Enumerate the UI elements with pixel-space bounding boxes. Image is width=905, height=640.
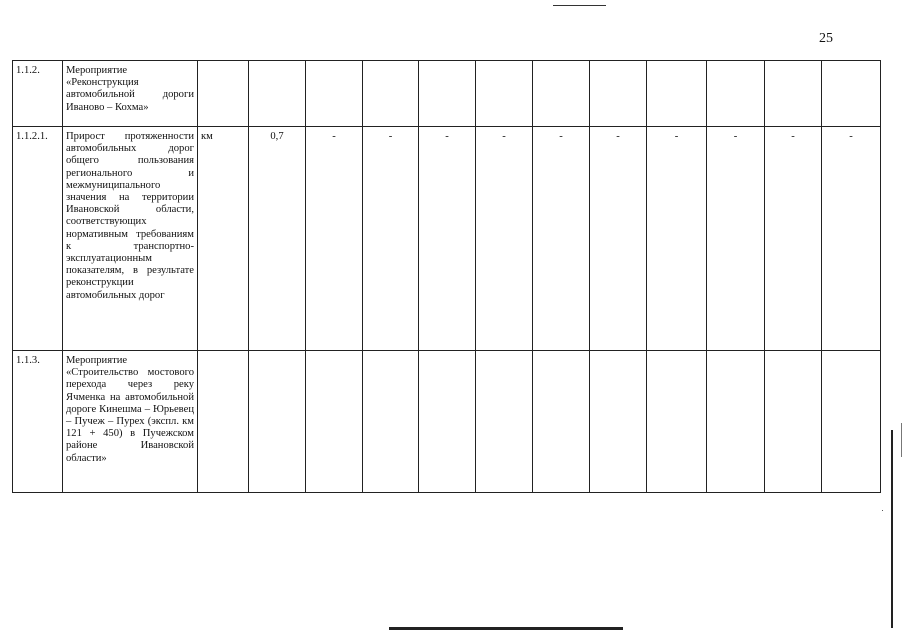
row-description: Мероприятие «Реконструкция автомобильной дороги Иваново – Кохма» <box>63 61 198 127</box>
table-row <box>13 61 881 127</box>
empty-cell <box>363 351 419 493</box>
value-cell <box>249 61 306 127</box>
unit-cell <box>198 61 249 127</box>
scan-speck <box>882 510 883 511</box>
empty-cell <box>476 61 533 127</box>
empty-cell <box>765 61 822 127</box>
row-description: Мероприятие «Строительство мостового перехода через реку Ячменка на автомобильной дороге Кинешма – Юрьевец – Пучеж – Пурех (экспл. км 121 + 450) в Пучежском районе Ивановской области» <box>63 351 198 493</box>
empty-cell <box>590 61 647 127</box>
dash-cell: - <box>306 127 363 351</box>
dash-cell: - <box>363 127 419 351</box>
row-description: Прирост протяженности автомобильных дорог общего пользования регионального и межмуниципального значения на территории Ивановской области, соответствующих нормативным требованиям к транспортно-эксплуатационным показателям, в результате реконструкции автомобильных дорог <box>63 127 198 351</box>
empty-cell <box>419 61 476 127</box>
document-table <box>12 60 881 493</box>
value-cell <box>249 351 306 493</box>
dash-cell: - <box>647 127 707 351</box>
page-number: 25 <box>819 31 833 46</box>
value-cell: 0,7 <box>249 127 306 351</box>
empty-cell <box>476 351 533 493</box>
empty-cell <box>707 351 765 493</box>
unit-cell <box>198 351 249 493</box>
table-row <box>13 351 881 493</box>
empty-cell <box>306 61 363 127</box>
scan-edge-line <box>891 430 893 628</box>
row-number: 1.1.3. <box>13 351 63 493</box>
dash-cell: - <box>765 127 822 351</box>
dash-cell: - <box>533 127 590 351</box>
empty-cell <box>363 61 419 127</box>
row-number: 1.1.2.1. <box>13 127 63 351</box>
dash-cell: - <box>419 127 476 351</box>
row-number: 1.1.2. <box>13 61 63 127</box>
empty-cell <box>822 61 881 127</box>
scan-edge-line <box>901 423 902 457</box>
dash-cell: - <box>822 127 881 351</box>
dash-cell: - <box>590 127 647 351</box>
empty-cell <box>707 61 765 127</box>
empty-cell <box>822 351 881 493</box>
empty-cell <box>419 351 476 493</box>
top-rule <box>553 5 606 6</box>
empty-cell <box>533 61 590 127</box>
empty-cell <box>306 351 363 493</box>
bottom-rule <box>389 627 623 630</box>
empty-cell <box>590 351 647 493</box>
empty-cell <box>647 61 707 127</box>
dash-cell: - <box>476 127 533 351</box>
empty-cell <box>765 351 822 493</box>
dash-cell: - <box>707 127 765 351</box>
table-row <box>13 127 881 351</box>
empty-cell <box>533 351 590 493</box>
empty-cell <box>647 351 707 493</box>
unit-cell: км <box>198 127 249 351</box>
